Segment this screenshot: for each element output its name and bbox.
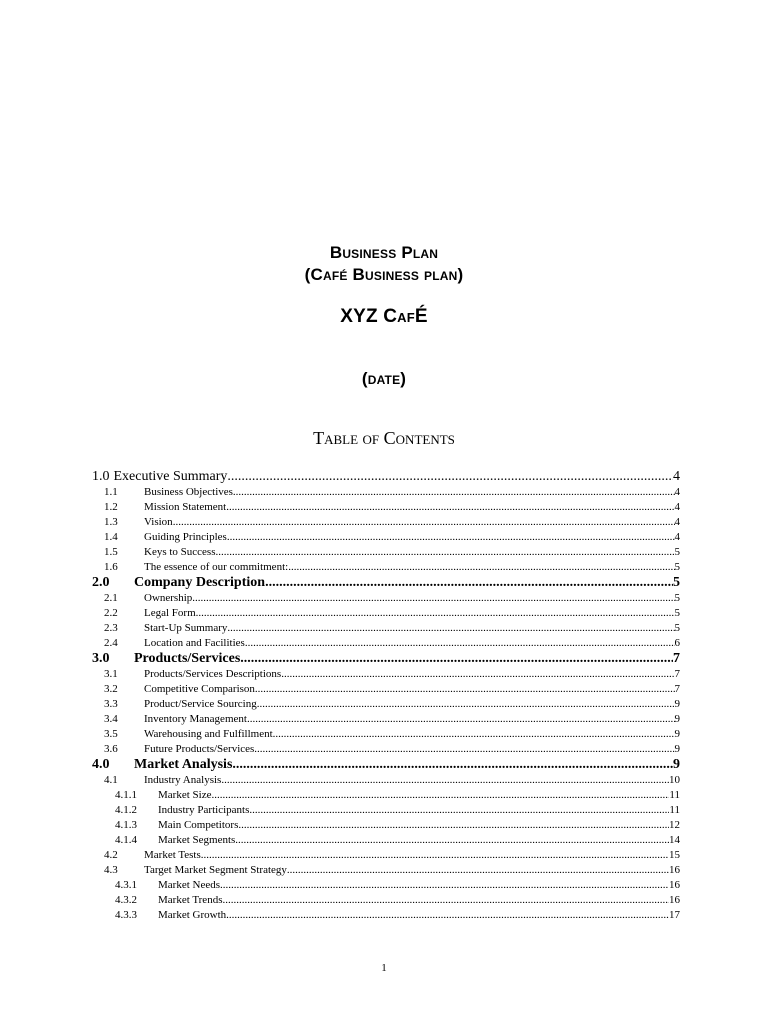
toc-leader-dots: [227, 469, 673, 485]
toc-entry-number: 3.1: [104, 668, 118, 680]
toc-entry-title: Products/Services: [134, 651, 241, 666]
toc-entry[interactable]: [92, 545, 680, 560]
toc-entry[interactable]: [92, 697, 680, 712]
toc-entry-page: 5: [674, 607, 680, 619]
toc-leader-dots: [232, 757, 673, 773]
toc-entry[interactable]: [92, 621, 680, 636]
toc-entry[interactable]: [92, 833, 680, 848]
toc-entry-title: The essence of our commitment:: [144, 561, 289, 573]
toc-leader-dots: [216, 545, 675, 560]
toc-entry[interactable]: [92, 908, 680, 923]
toc-entry-title: Market Size: [158, 789, 212, 801]
document-date: (date): [361, 369, 407, 388]
toc-entry-number: 1.5: [104, 546, 118, 558]
toc-entry-number: 4.2: [104, 849, 118, 861]
toc-leader-dots: [196, 606, 675, 621]
toc-entry-page: 7: [674, 683, 680, 695]
toc-entry-title: Product/Service Sourcing: [144, 698, 257, 710]
toc-entry-title: Company Description: [134, 575, 266, 590]
toc-entry-title: Location and Facilities: [144, 637, 245, 649]
toc-entry-page: 16: [669, 879, 680, 891]
toc-entry-page: 15: [669, 849, 680, 861]
toc-entry-page: 9: [674, 698, 680, 710]
toc-entry-number: 1.4: [104, 531, 118, 543]
toc-entry-title: Keys to Success: [144, 546, 216, 558]
toc-entry[interactable]: [92, 575, 680, 591]
toc-entry[interactable]: [92, 788, 680, 803]
toc-entry[interactable]: [92, 773, 680, 788]
company-name: XYZ CafÉ: [340, 306, 428, 327]
toc-entry-number: 2.1: [104, 592, 118, 604]
document-subtitle: (Café Business plan): [304, 265, 464, 284]
toc-entry[interactable]: [92, 636, 680, 651]
toc-entry[interactable]: [92, 667, 680, 682]
toc-leader-dots: [247, 712, 675, 727]
toc-entry-page: 4: [674, 531, 680, 543]
toc-leader-dots: [255, 682, 675, 697]
toc-leader-dots: [222, 893, 669, 908]
toc-leader-dots: [221, 773, 669, 788]
toc-entry-title: Business Objectives: [144, 486, 233, 498]
toc-entry-page: 12: [669, 819, 680, 831]
toc-entry-number: 4.3.2: [115, 894, 137, 906]
toc-entry[interactable]: [92, 682, 680, 697]
toc-heading: Table of Contents: [313, 428, 455, 448]
toc-leader-dots: [281, 667, 674, 682]
toc-entry-page: 9: [674, 743, 680, 755]
toc-entry-number: 2.0: [92, 575, 110, 590]
toc-entry-page: 11: [669, 789, 680, 801]
toc-entry-title: Competitive Comparison: [144, 683, 255, 695]
toc-entry-title: Target Market Segment Strategy: [144, 864, 287, 876]
toc-entry-number: 4.3.1: [115, 879, 137, 891]
toc-entry-page: 16: [669, 864, 680, 876]
toc-entry-number: 1.6: [104, 561, 118, 573]
toc-entry-number: 3.2: [104, 683, 118, 695]
toc-leader-dots: [273, 727, 675, 742]
toc-entry-number: 4.3.3: [115, 909, 137, 921]
toc-entry[interactable]: [92, 606, 680, 621]
toc-leader-dots: [226, 500, 674, 515]
toc-leader-dots: [227, 621, 674, 636]
toc-entry-title: Market Trends: [158, 894, 223, 906]
toc-entry[interactable]: [92, 878, 680, 893]
toc-entry-page: 4: [674, 501, 680, 513]
toc-leader-dots: [257, 697, 675, 712]
toc-entry[interactable]: [92, 818, 680, 833]
toc-entry-title: Industry Participants: [158, 804, 250, 816]
toc-leader-dots: [245, 636, 675, 651]
toc-entry-title: Executive Summary: [113, 469, 228, 484]
toc-entry-number: 2.4: [104, 637, 118, 649]
toc-entry-page: 5: [674, 561, 680, 573]
toc-entry[interactable]: [92, 803, 680, 818]
toc-leader-dots: [201, 848, 669, 863]
toc-entry-number: 3.5: [104, 728, 118, 740]
toc-entry-title: Future Products/Services: [144, 743, 255, 755]
toc-entry-number: 1.0: [92, 469, 110, 484]
toc-entry[interactable]: [92, 485, 680, 500]
toc-entry-page: 5: [674, 622, 680, 634]
toc-leader-dots: [227, 530, 675, 545]
document-title: Business Plan: [329, 243, 439, 262]
toc-entry-title: Mission Statement: [144, 501, 227, 513]
toc-entry[interactable]: [92, 712, 680, 727]
toc-entry-title: Market Needs: [158, 879, 221, 891]
toc-entry-number: 4.1.3: [115, 819, 137, 831]
toc-leader-dots: [249, 803, 669, 818]
toc-entry-number: 3.4: [104, 713, 118, 725]
toc-entry-title: Vision: [144, 516, 173, 528]
toc-entry-title: Ownership: [144, 592, 193, 604]
toc-entry[interactable]: [92, 757, 680, 773]
toc-entry[interactable]: [92, 500, 680, 515]
toc-leader-dots: [192, 591, 674, 606]
toc-entry-title: Products/Services Descriptions: [144, 668, 282, 680]
toc-entry[interactable]: [92, 530, 680, 545]
toc-leader-dots: [226, 908, 669, 923]
toc-leader-dots: [233, 485, 675, 500]
toc-entry[interactable]: [92, 742, 680, 757]
toc-entry-page: 11: [669, 804, 680, 816]
toc-entry-page: 9: [674, 713, 680, 725]
toc-entry-number: 2.3: [104, 622, 118, 634]
toc-entry[interactable]: [92, 863, 680, 878]
toc-entry-number: 4.1: [104, 774, 118, 786]
toc-leader-dots: [235, 833, 669, 848]
toc-entry-page: 7: [673, 651, 680, 666]
toc-entry-number: 4.0: [92, 757, 110, 772]
toc-leader-dots: [238, 818, 669, 833]
toc-entry-page: 4: [674, 516, 680, 528]
toc-entry-title: Market Growth: [158, 909, 227, 921]
toc-entry-page: 10: [669, 774, 680, 786]
toc-entry-page: 4: [673, 469, 680, 484]
toc-entry-number: 2.2: [104, 607, 118, 619]
toc-entry-page: 9: [673, 757, 680, 772]
toc-entry-number: 3.0: [92, 651, 110, 666]
toc-entry-page: 4: [674, 486, 680, 498]
toc-entry-number: 3.3: [104, 698, 118, 710]
toc-entry[interactable]: [92, 591, 680, 606]
toc-entry-page: 17: [669, 909, 680, 921]
toc-leader-dots: [173, 515, 675, 530]
toc-entry-number: 1.3: [104, 516, 118, 528]
toc-entry-number: 4.3: [104, 864, 118, 876]
toc-leader-dots: [288, 560, 674, 575]
toc-entry[interactable]: [92, 893, 680, 908]
toc-entry[interactable]: [92, 515, 680, 530]
toc-entry-title: Legal Form: [144, 607, 196, 619]
toc-entry-page: 9: [674, 728, 680, 740]
toc-entry-title: Guiding Principles: [144, 531, 227, 543]
toc-leader-dots: [240, 651, 673, 667]
toc-entry-title: Warehousing and Fulfillment: [144, 728, 273, 740]
toc-entry-number: 4.1.4: [115, 834, 137, 846]
toc-entry-number: 1.2: [104, 501, 118, 513]
toc-entry-page: 5: [674, 592, 680, 604]
toc-leader-dots: [220, 878, 669, 893]
toc-entry-page: 14: [669, 834, 680, 846]
toc-leader-dots: [287, 863, 669, 878]
toc-entry[interactable]: [92, 560, 680, 575]
toc-entry-title: Main Competitors: [158, 819, 239, 831]
toc-entry-title: Market Tests: [144, 849, 201, 861]
toc-leader-dots: [211, 788, 669, 803]
toc-entry-number: 3.6: [104, 743, 118, 755]
page-number: 1: [381, 962, 387, 974]
toc-entry-title: Market Analysis: [134, 757, 233, 772]
toc-leader-dots: [254, 742, 674, 757]
toc-entry[interactable]: [92, 848, 680, 863]
toc-leader-dots: [265, 575, 673, 591]
toc-entry-number: 4.1.1: [115, 789, 137, 801]
toc-entry-number: 4.1.2: [115, 804, 137, 816]
toc-entry-page: 7: [674, 668, 680, 680]
toc-entry-page: 6: [674, 637, 680, 649]
toc-entry-title: Inventory Management: [144, 713, 247, 725]
toc-entry-title: Market Segments: [158, 834, 236, 846]
toc-entry[interactable]: [92, 727, 680, 742]
toc-entry-number: 1.1: [104, 486, 118, 498]
toc-entry-page: 5: [673, 575, 680, 590]
toc-entry-page: 5: [674, 546, 680, 558]
toc-entry[interactable]: [92, 651, 680, 667]
toc-entry[interactable]: [92, 469, 680, 485]
toc-entry-page: 16: [669, 894, 680, 906]
toc-entry-title: Industry Analysis: [144, 774, 222, 786]
table-of-contents: [92, 469, 680, 923]
toc-entry-title: Start-Up Summary: [144, 622, 228, 634]
